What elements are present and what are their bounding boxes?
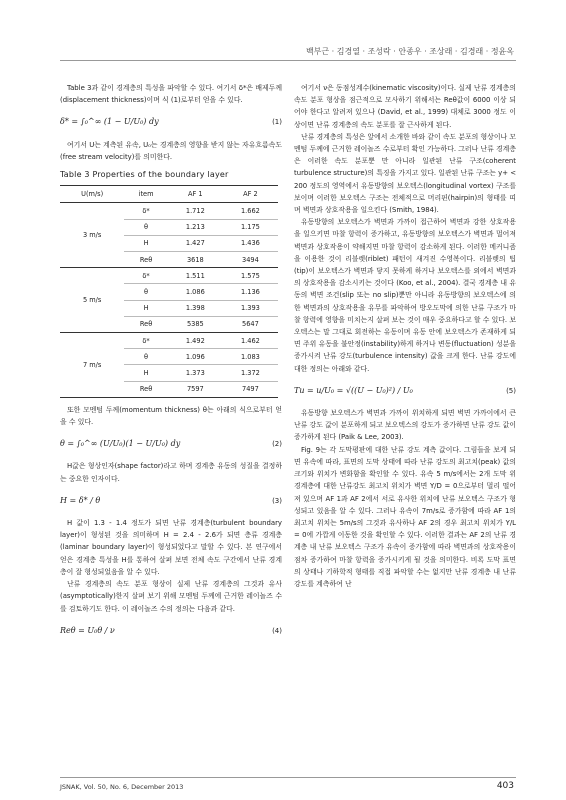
item-cell: H [124, 235, 167, 251]
af1-cell: 1.511 [168, 268, 223, 284]
item-cell: Reθ [124, 316, 167, 332]
right-paragraph-4: 유동방향 보오텍스가 벽면과 가까이 위치하게 되면 벽면 가까이에서 큰 난류 강도 값이 분포하게 되고 보오텍스의 강도가 증가하면 난류 강도 값이 증가하게 된다 (Paik & Lee, 2003). [294, 409, 516, 442]
table-header-cell: item [124, 186, 167, 203]
af2-cell: 1.575 [223, 268, 278, 284]
header-rule [60, 60, 516, 61]
af1-cell: 1.398 [168, 300, 223, 316]
af1-cell: 1.712 [168, 203, 223, 219]
af2-cell: 1.436 [223, 235, 278, 251]
equation-2-number: (2) [272, 440, 282, 449]
table-header-cell: U(m/s) [60, 186, 124, 203]
left-paragraph-2: 여기서 U는 계측된 유속, U₀는 경계층의 영향을 받지 않는 자유흐름속도(free stream velocity)를 의미한다. [60, 140, 282, 161]
equation-3-number: (3) [272, 496, 282, 505]
table-header-cell: AF 2 [223, 186, 278, 203]
speed-cell: 5 m/s [60, 268, 124, 333]
page-number: 403 [496, 781, 514, 791]
left-paragraph-3: 또한 모멘텀 두께(momentum thickness) θ는 아래의 식으로부터 얻을 수 있다. [60, 405, 282, 427]
af2-cell: 1.372 [223, 365, 278, 381]
item-cell: θ [124, 349, 167, 365]
running-head: 백부근 · 김경열 · 조성락 · 안종우 · 조상래 · 김경래 · 정윤옥 [305, 47, 514, 56]
left-paragraph-4: H값은 형상인자(shape factor)라고 하며 경계층 유동의 성질을 결정하는 중요한 인자이다. [60, 462, 282, 483]
table-row [60, 333, 278, 349]
af1-cell: 1.086 [168, 284, 223, 300]
af2-cell: 1.393 [223, 300, 278, 316]
item-cell: Reθ [124, 252, 167, 268]
af1-cell: 1.492 [168, 333, 223, 349]
right-column [294, 82, 516, 590]
equation-3-body: H = δ* / θ [60, 495, 101, 505]
item-cell: θ [124, 219, 167, 235]
equation-2 [60, 438, 282, 450]
item-cell: δ* [124, 203, 167, 219]
equation-5-number: (5) [506, 386, 516, 395]
af2-cell: 1.136 [223, 284, 278, 300]
af2-cell: 7497 [223, 381, 278, 397]
equation-2-body: θ = ∫₀^∞ (U/U₀)(1 − U/U₀) dy [60, 439, 181, 449]
af1-cell: 1.373 [168, 365, 223, 381]
equation-5 [294, 385, 516, 397]
boundary-layer-table [60, 185, 278, 398]
left-column [60, 82, 282, 647]
af1-cell: 1.096 [168, 349, 223, 365]
equation-4-number: (4) [272, 626, 282, 635]
equation-1 [60, 116, 282, 128]
af2-cell: 3494 [223, 252, 278, 268]
right-paragraph-5: Fig. 9는 각 도막평판에 대한 난류 강도 계측 값이다. 그림들을 보게 되면 유속에 따라, 표면의 도막 상태에 따라 난류 강도의 최고치(peak) 값의 크기와 위치가 변화함을 확인할 수 있다. 유속 5 m/s에서는 2개 도막 위 경계층에 대한 난류강도 최고치 위치가 벽면 Y/D = 0으로부터 멀리 떨어져 있으며 AF 1과 AF 2에서 서로 유사한 위치에 난류 보오텍스 구조가 형성되고 있음을 알 수 있다. 그러나 유속이 7m/s로 증가함에 따라 AF 1의 최고치 위치는 5m/s의 그것과 유사하나 AF 2의 경우 최고치 위치가 Y/L = 0에 가깝게 이동한 것을 확인할 수 있다. 이러한 결과는 AF 2의 난류 경계층 내 난류 보오텍스 구조가 유속이 증가함에 따라 벽면과의 상호작용이 점차 증가하여 마찰 항력을 증가시키게 될 것을 의미한다. 비록 도막 표면의 상태나 기하학적 형태를 직접 파악할 수는 없지만 난류 경계층 내 난류 강도를 계측하여 난 [294, 445, 516, 588]
speed-cell: 7 m/s [60, 333, 124, 398]
af1-cell: 3618 [168, 252, 223, 268]
af2-cell: 5647 [223, 316, 278, 332]
item-cell: H [124, 300, 167, 316]
af1-cell: 1.427 [168, 235, 223, 251]
item-cell: δ* [124, 268, 167, 284]
equation-5-body: Tu = u/U₀ = √((U − U₀)²) / U₀ [294, 385, 413, 395]
footer-rule [60, 777, 516, 778]
af2-cell: 1.662 [223, 203, 278, 219]
equation-4 [60, 625, 282, 637]
equation-1-number: (1) [272, 118, 282, 127]
item-cell: H [124, 365, 167, 381]
af2-cell: 1.175 [223, 219, 278, 235]
right-paragraph-1: 여기서 ν은 동점성계수(kinematic viscosity)이다. 실제 난류 경계층의 속도 분포 형상을 점근적으로 모사하기 위해서는 Reθ값이 6000 이상 되어야 한다고 알려져 있으나 (David, et al., 1999) 대체로 3000 정도 이상이면 난류 경계층의 속도 분포를 잘 근사하게 된다. [294, 84, 516, 129]
af2-cell: 1.462 [223, 333, 278, 349]
item-cell: Reθ [124, 381, 167, 397]
af1-cell: 5385 [168, 316, 223, 332]
table-caption: Table 3 Properties of the boundary layer [60, 170, 229, 180]
right-paragraph-2: 난류 경계층의 특성은 앞에서 소개한 바와 같이 속도 분포의 형상이나 모멘텀 두께에 근거한 레이놀즈 수로부터 확인 가능하다. 그러나 난류 경계층은 이러한 속도 분포뿐 만 아니라 일관된 난류 구조(coherent turbulence structure)의 특징을 가지고 있다. 일관된 난류 구조는 y+ < 200 정도의 영역에서 유동방향의 보오텍스(longitudinal vortex) 구조를 보이며 이러한 보오텍스 구조는 전체적으로 머리핀(hairpin)의 형태를 띠며 벽면과 상호작용을 일으킨다 (Smith, 1984). [294, 132, 516, 215]
equation-3 [60, 495, 282, 507]
table-row [60, 268, 278, 284]
left-paragraph-5: H 값이 1.3 - 1.4 정도가 되면 난류 경계층(turbulent boundary layer)이 형성된 것을 의미하며 H = 2.4 - 2.6가 되면 층류 경계층(laminar boundary layer)이 형성되었다고 말할 수 있다. 본 연구에서 얻은 경계층 특성을 H를 통하여 살펴 보면 전체 속도 구간에서 난류 경계층이 잘 형성되었음을 알 수 있다. [60, 519, 282, 576]
item-cell: θ [124, 284, 167, 300]
table-header-row [60, 186, 278, 203]
right-paragraph-3: 유동방향의 보오텍스가 벽면과 가까이 접근하여 벽면과 강한 상호작용을 일으키면 마찰 항력이 증가하고, 유동방향의 보오텍스가 벽면과 멀어져 벽면과 상호작용이 약해지면 마찰 항력이 감소하게 된다. 이러한 메커니즘을 이용한 것이 리블렛(riblet) 패턴이 새겨진 수영복이다. 리블렛의 팁(tip)이 보오텍스가 벽면과 닿지 못하게 하거나 보오텍스를 외에서 벽면과의 상호작용을 감소시키는 것이다 (Koo, et al., 2004). 결국 경계층 내 유동의 벽면 조건(slip 또는 no slip)뿐만 아니라 유동방향의 보오텍스에 의한 벽면과의 상호작용을 유무를 파악하여 방오도막에 의한 난류 구조가 마찰 항력에 영향을 미치는지 살펴 보는 것이 매우 중요하다고 할 수 있다. 보오텍스는 말 그대로 회전하는 유동이며 유동 안에 보오텍스가 존재하게 되면 주위 유동을 불안정(instability)하게 하거나 변동(fluctuation) 성분을 증가시켜 난류 강도(turbulence intensity) 값을 크게 한다. 난류 강도에 대한 정의는 아래와 같다. [294, 218, 516, 373]
equation-1-body: δ* = ∫₀^∞ (1 − U/U₀) dy [60, 117, 159, 127]
af1-cell: 1.213 [168, 219, 223, 235]
left-paragraph-1: Table 3과 같이 경계층의 특성을 파악할 수 있다. 여기서 δ*은 배제두께(displacement thickness)이며 식 (1)로부터 얻을 수 있다. [60, 84, 282, 105]
af2-cell: 1.083 [223, 349, 278, 365]
speed-cell: 3 m/s [60, 203, 124, 268]
item-cell: δ* [124, 333, 167, 349]
left-paragraph-6: 난류 경계층의 속도 분포 형상이 실제 난류 경계층의 그것과 유사(asymptotically)한지 살펴 보기 위해 모멘텀 두께에 근거한 레이놀즈 수를 검토하기도 한다. 이 레이놀즈 수의 정의는 다음과 같다. [60, 580, 282, 613]
journal-footer: JSNAK, Vol. 50, No. 6, December 2013 [60, 783, 184, 791]
table-header-cell: AF 1 [168, 186, 223, 203]
af1-cell: 7597 [168, 381, 223, 397]
equation-4-body: Reθ = U₀θ / ν [60, 625, 115, 635]
table-row [60, 203, 278, 219]
